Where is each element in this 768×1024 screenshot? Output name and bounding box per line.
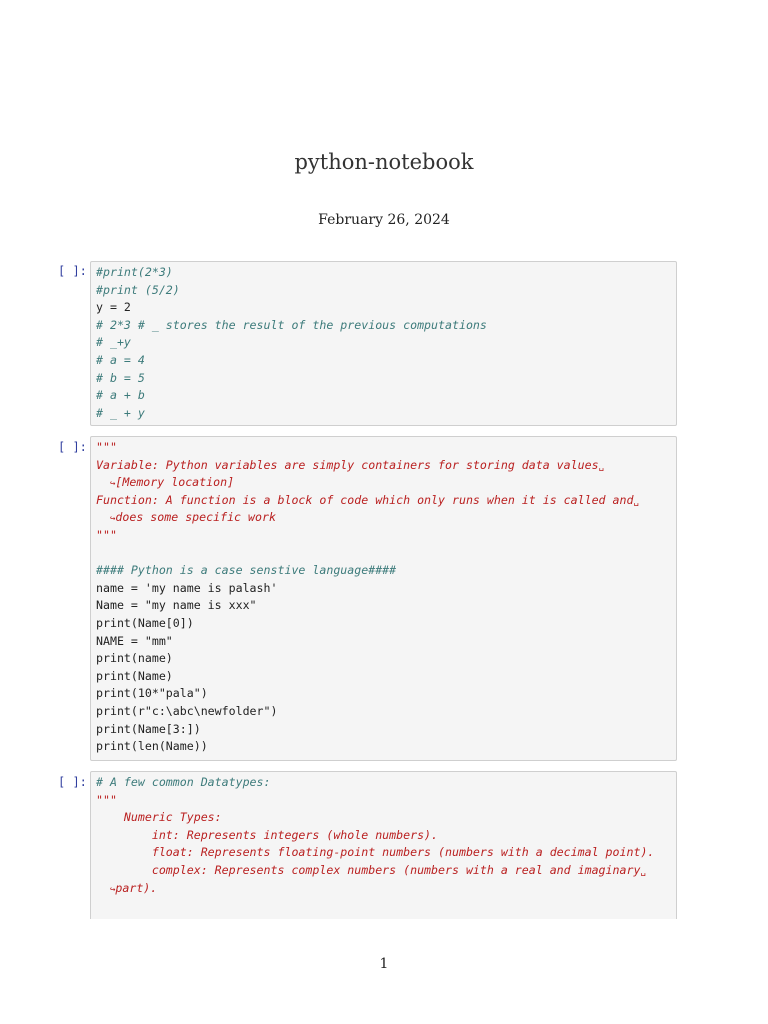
code-line: name = 'my name is palash' (96, 580, 278, 595)
line-wrap-icon: ␣ (633, 496, 639, 507)
code-cell[interactable] (90, 261, 677, 426)
line-wrap-icon: ␣ (598, 461, 604, 472)
code-line: """ (96, 440, 117, 454)
code-line (96, 545, 671, 563)
code-line: print(Name[3:]) (96, 721, 201, 736)
line-wrap-icon: ␣ (640, 866, 646, 877)
code-line: Numeric Types: (96, 810, 222, 825)
continuation-arrow-icon: ↪ (109, 479, 116, 490)
page-number: 1 (379, 956, 389, 972)
document-date: February 26, 2024 (318, 212, 450, 228)
code-line: #print (5/2) (96, 282, 180, 297)
code-line: print(len(Name)) (96, 739, 208, 754)
code-block[interactable] (96, 439, 671, 756)
code-block[interactable] (96, 264, 671, 422)
code-line: # A few common Datatypes: (96, 775, 271, 789)
code-line: float: Represents floating-point numbers (numbers with a decimal point). (96, 845, 655, 860)
code-line: # a = 4 (96, 352, 145, 367)
code-line: print(10*"pala") (96, 686, 208, 701)
code-line: complex: Represents complex numbers (numbers with a real and imaginary (96, 862, 641, 877)
code-block[interactable] (96, 774, 671, 897)
continuation-arrow-icon: ↪ (109, 514, 116, 525)
code-line: Variable: Python variables are simply containers for storing data values (96, 457, 599, 472)
code-line: """ (96, 527, 117, 542)
code-line: # a + b (96, 388, 145, 403)
code-line: int: Represents integers (whole numbers). (96, 827, 439, 842)
code-line: does some specific work (115, 510, 276, 525)
code-line: part). (115, 880, 158, 895)
code-line: print(Name[0]) (96, 615, 194, 630)
cell-prompt: [ ]: (58, 440, 87, 454)
code-line: Name = "my name is xxx" (96, 598, 257, 613)
code-line: [Memory location] (115, 475, 235, 490)
cell-prompt: [ ]: (58, 775, 87, 789)
code-line: Function: A function is a block of code which only runs when it is called and (96, 492, 634, 507)
code-line: # _ + y (96, 405, 145, 420)
code-cell[interactable] (90, 771, 677, 919)
code-line: print(r"c:\abc\newfolder") (96, 703, 278, 718)
code-line: print(name) (96, 651, 173, 666)
code-line: # 2*3 # _ stores the result of the previous computations (96, 317, 487, 332)
code-line: print(Name) (96, 668, 173, 683)
code-line: # _+y (96, 335, 131, 350)
code-line: NAME = "mm" (96, 633, 173, 648)
code-line: """ (96, 792, 117, 807)
code-line: y = 2 (96, 300, 131, 315)
continuation-arrow-icon: ↪ (109, 884, 116, 895)
code-cell[interactable] (90, 436, 677, 761)
code-line: #print(2*3) (96, 265, 173, 279)
code-line: # b = 5 (96, 370, 145, 385)
cell-prompt: [ ]: (58, 264, 87, 278)
document-title: python-notebook (294, 150, 474, 174)
code-line: #### Python is a case senstive language#### (96, 563, 397, 578)
